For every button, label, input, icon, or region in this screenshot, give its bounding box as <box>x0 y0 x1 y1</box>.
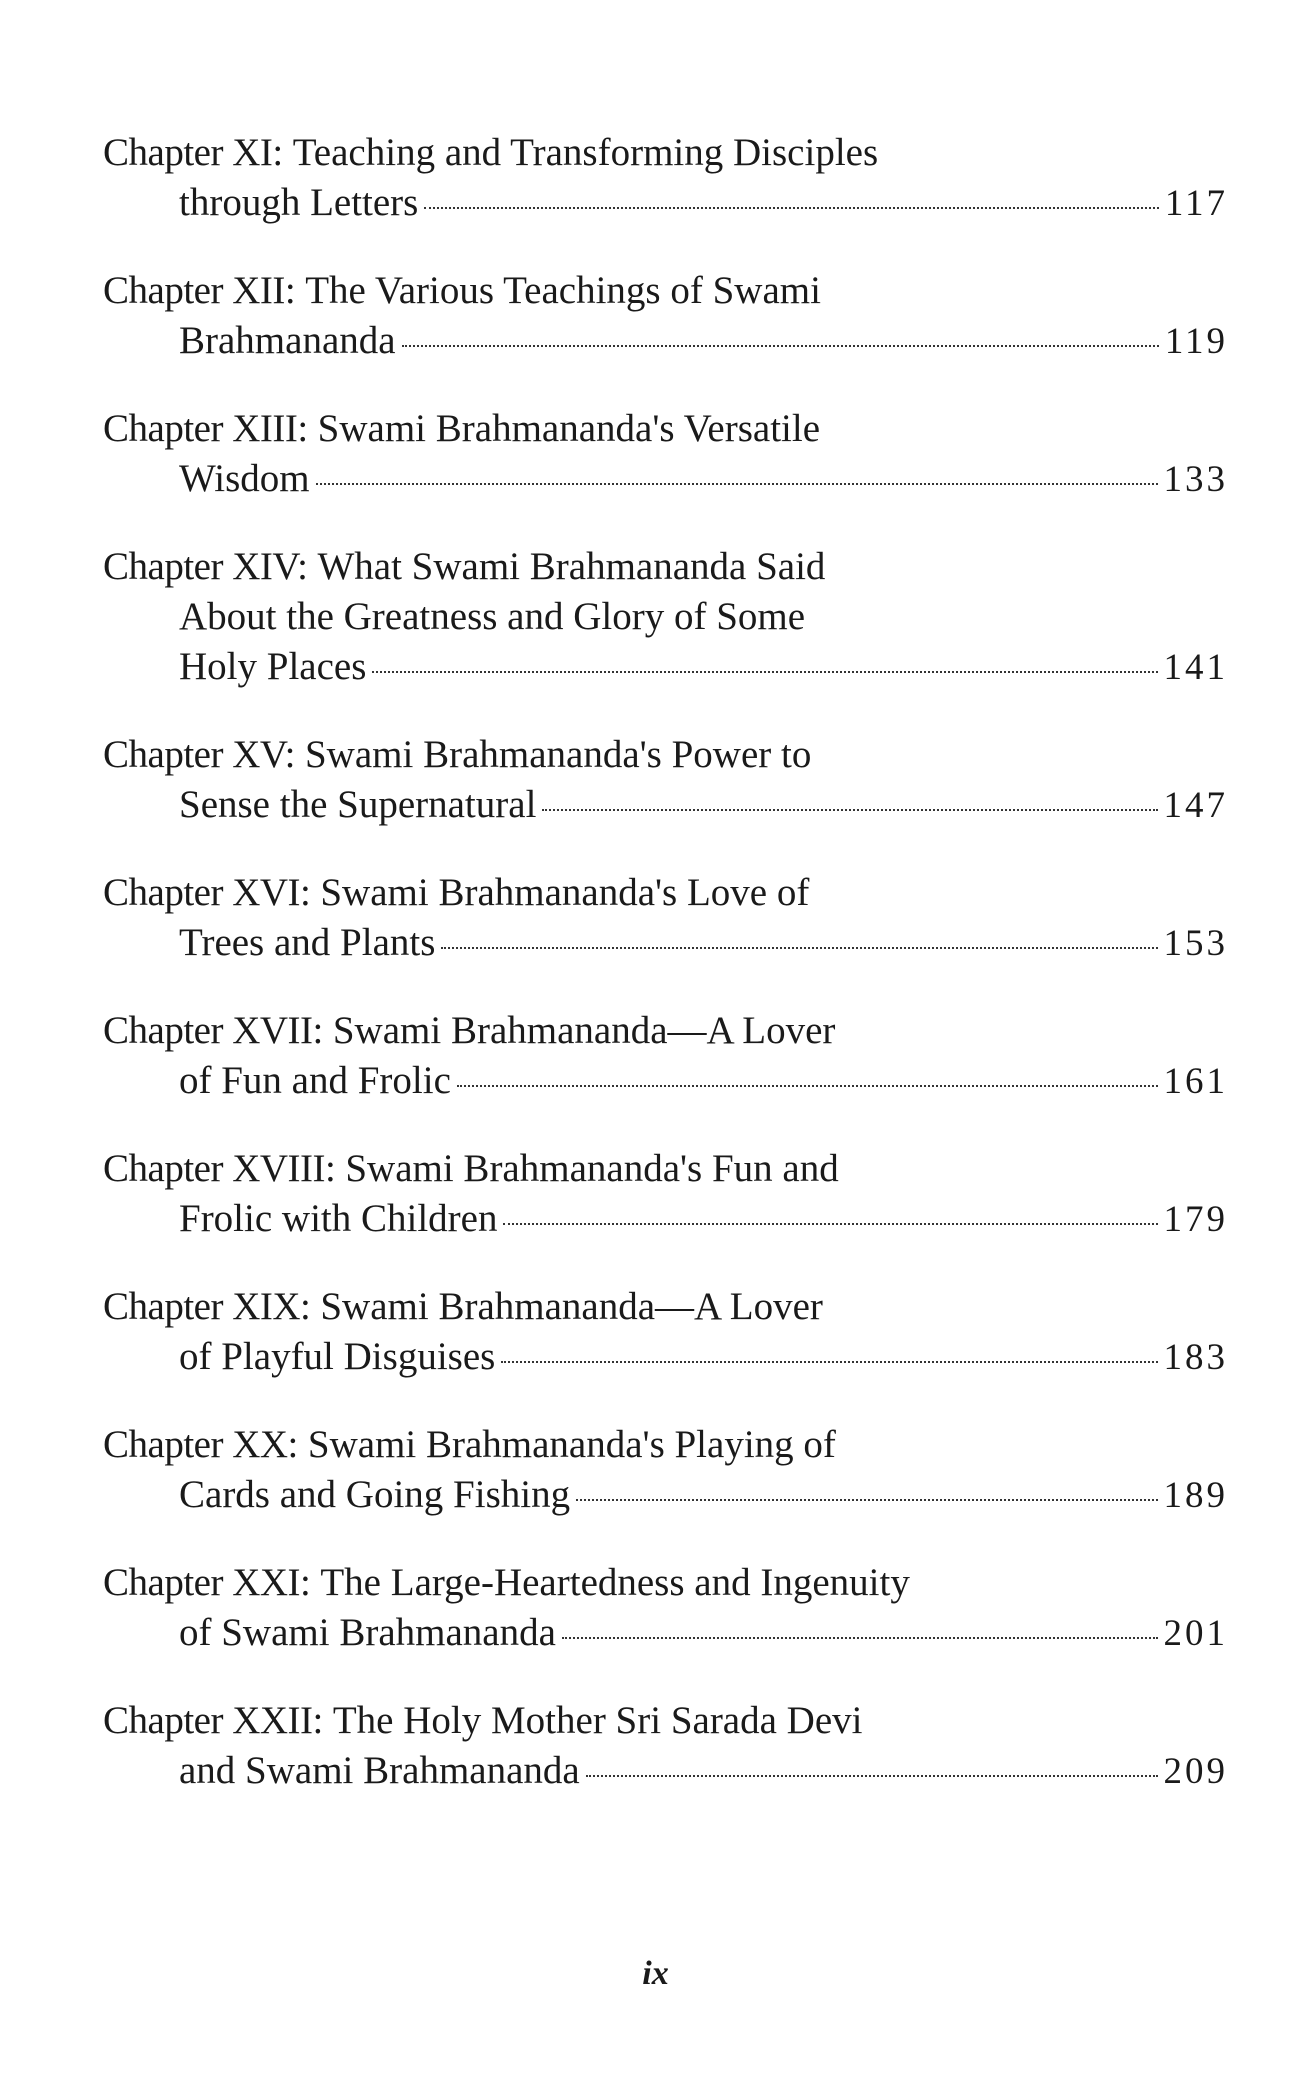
toc-entry <box>103 1006 1228 1107</box>
toc-entry-heading <box>103 1006 1228 1056</box>
toc-entry-last-line <box>103 1056 1228 1107</box>
toc-entry <box>103 128 1228 229</box>
chapter-label: Chapter XVIII: <box>103 1147 336 1190</box>
toc-entry <box>103 1282 1228 1383</box>
dot-leader <box>576 1499 1157 1501</box>
page-folio: ix <box>642 1955 669 1992</box>
chapter-label: Chapter XXI: <box>103 1561 311 1604</box>
toc-entry <box>103 1696 1228 1797</box>
chapter-title-line: of Fun and Frolic <box>179 1059 451 1102</box>
toc-entry <box>103 266 1228 367</box>
toc-entry-heading <box>103 1420 1228 1470</box>
page-number: 201 <box>1163 1613 1228 1654</box>
chapter-title-line: Trees and Plants <box>179 921 436 964</box>
toc-entry-last-line <box>103 1332 1228 1383</box>
toc-entry-heading <box>103 266 1228 316</box>
chapter-label: Chapter XVII: <box>103 1009 323 1052</box>
dot-leader <box>457 1085 1158 1087</box>
page-number: 147 <box>1163 785 1228 826</box>
page-number: 133 <box>1163 459 1228 500</box>
dot-leader <box>441 947 1157 949</box>
toc-entry-last-line <box>103 178 1228 229</box>
toc-entry-last-line <box>103 1194 1228 1245</box>
page-number: 153 <box>1163 923 1228 964</box>
chapter-title-line: Sense the Supernatural <box>179 783 537 826</box>
chapter-label: Chapter XVI: <box>103 871 311 914</box>
dot-leader <box>586 1775 1158 1777</box>
chapter-title-line: Teaching and Transforming Disciples <box>292 131 879 174</box>
toc-entry-last-line <box>103 316 1228 367</box>
dot-leader <box>562 1637 1158 1639</box>
chapter-label: Chapter XX: <box>103 1423 298 1466</box>
chapter-title-line: Swami Brahmananda—A Lover <box>332 1009 836 1052</box>
chapter-title-line: Swami Brahmananda's Versatile <box>317 407 821 450</box>
toc-entry <box>103 1144 1228 1245</box>
chapter-title-line: Swami Brahmananda's Power to <box>304 733 812 776</box>
toc-entry-last-line <box>103 642 1228 693</box>
chapter-label: Chapter XIII: <box>103 407 308 450</box>
toc-entry <box>103 404 1228 505</box>
chapter-title-line: of Playful Disguises <box>179 1335 496 1378</box>
chapter-title-line: Swami Brahmananda's Fun and <box>345 1147 839 1190</box>
toc-entry <box>103 542 1228 693</box>
dot-leader <box>424 207 1159 209</box>
chapter-title-line: and Swami Brahmananda <box>179 1749 580 1792</box>
dot-leader <box>501 1361 1157 1363</box>
dot-leader <box>372 671 1157 673</box>
dot-leader <box>542 809 1157 811</box>
chapter-title-line: The Holy Mother Sri Sarada Devi <box>332 1699 863 1742</box>
page-number: 189 <box>1163 1475 1228 1516</box>
toc-entry <box>103 730 1228 831</box>
chapter-title-line: Holy Places <box>179 645 367 688</box>
toc-entry <box>103 1558 1228 1659</box>
chapter-title-line: The Various Teachings of Swami <box>305 269 821 312</box>
toc-entry-heading <box>103 1696 1228 1746</box>
toc-entry-heading <box>103 1558 1228 1608</box>
toc-entry-heading <box>103 404 1228 454</box>
chapter-title-line: through Letters <box>179 181 419 224</box>
chapter-title-line: What Swami Brahmananda Said <box>317 545 826 588</box>
toc-entry-last-line <box>103 1746 1228 1797</box>
chapter-title-line: Swami Brahmananda's Playing of <box>307 1423 836 1466</box>
chapter-label: Chapter XXII: <box>103 1699 323 1742</box>
chapter-title-line: of Swami Brahmananda <box>179 1611 556 1654</box>
toc-entry <box>103 1420 1228 1521</box>
page-number: 179 <box>1163 1199 1228 1240</box>
toc-entry-heading <box>103 542 1228 592</box>
page-number: 119 <box>1164 321 1228 362</box>
toc-entry-last-line <box>103 454 1228 505</box>
toc-entry-heading <box>103 868 1228 918</box>
toc-entry-heading <box>103 1282 1228 1332</box>
dot-leader <box>503 1223 1157 1225</box>
page-number: 183 <box>1163 1337 1228 1378</box>
chapter-label: Chapter XIV: <box>103 545 308 588</box>
chapter-label: Chapter XI: <box>103 131 283 174</box>
chapter-title-line: Brahmananda <box>179 319 396 362</box>
chapter-title-line: Cards and Going Fishing <box>179 1473 571 1516</box>
chapter-title-line: Frolic with Children <box>179 1197 498 1240</box>
page-number: 117 <box>1164 183 1228 224</box>
toc-entry-heading <box>103 730 1228 780</box>
chapter-title-line: The Large-Heartedness and Ingenuity <box>320 1561 910 1604</box>
toc-entry-last-line <box>103 1608 1228 1659</box>
toc-entry-last-line <box>103 918 1228 969</box>
toc-entry-last-line <box>103 1470 1228 1521</box>
chapter-title-line: Swami Brahmananda—A Lover <box>320 1285 823 1328</box>
chapter-title-line: Wisdom <box>179 457 310 500</box>
toc-entry-heading <box>103 1144 1228 1194</box>
chapter-label: Chapter XII: <box>103 269 296 312</box>
table-of-contents <box>103 128 1228 1834</box>
toc-entry-last-line <box>103 780 1228 831</box>
page-number: 161 <box>1163 1061 1228 1102</box>
page-number: 209 <box>1163 1751 1228 1792</box>
chapter-title-line: Swami Brahmananda's Love of <box>320 871 810 914</box>
chapter-title-line: About the Greatness and Glory of Some <box>179 595 806 638</box>
chapter-label: Chapter XV: <box>103 733 295 776</box>
dot-leader <box>402 345 1159 347</box>
dot-leader <box>316 483 1158 485</box>
toc-entry <box>103 868 1228 969</box>
chapter-label: Chapter XIX: <box>103 1285 311 1328</box>
toc-entry-heading <box>103 128 1228 178</box>
page-number: 141 <box>1163 647 1228 688</box>
